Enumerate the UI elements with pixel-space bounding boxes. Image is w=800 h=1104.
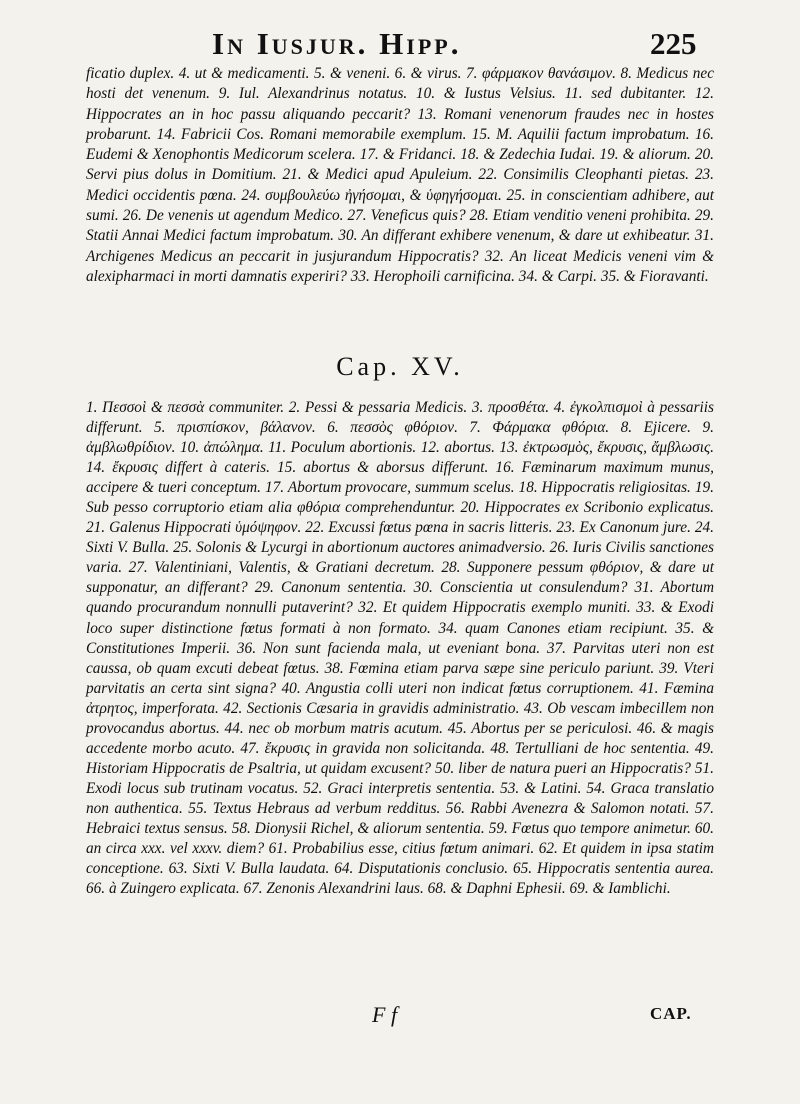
chapter-heading: Cap. XV. <box>336 352 464 381</box>
catchword: CAP. <box>650 1004 692 1023</box>
running-head <box>0 26 800 66</box>
chapter-15-summary-text: 1. Πεσσοὶ & πεσσὰ communiter. 2. Pessi & pessaria Medicis. 3. προσθέτα. 4. ἐγκολπισμοὶ à pessariis differunt. 5. πρισπίσκον, βάλανον. 6. πεσσὸς φθόριον. 7. Φάρμακα φθόρια. 8. Ejicere. 9. ἀμβλωθρίδιον. 10. ἀπώλημα. 11. Poculum abortionis. 12. abortus. 13. ἐκτρωσμὸς, ἔκρυσις, ἄμβλωσις. 14. ἔκρυσις differt à cateris. 15. abortus & aborsus differunt. 16. Fæminarum maximum munus, accipere & tueri conceptum. 17. Abortum provocare, summum scelus. 18. Hippocratis religiositas. 19. Sub pesso corruptorio etiam alia φθόρια comprehenduntur. 20. Hippocrates ex Scribonio explicatus. 21. Galenus Hippocrati ὑμόψηφον. 22. Excussi fœtus pœna in sacris litteris. 23. Ex Canonum jure. 24. Sixti V. Bulla. 25. Solonis & Lycurgi in abortionum auctores animadversio. 26. Iuris Civilis sanctiones varia. 27. Valentiniani, Valentis, & Gratiani decretum. 28. Supponere pessum φθόριον, & dare ut supponatur, an differant? 29. Canonum sententia. 30. Conscientia ut consulendum? 31. Abortum quando procurandum nonnulli putaverint? 32. Et quidem Hippocratis exemplo muniti. 33. & Exodi loco super distinctione fœtus formati à non formato. 34. quam Canones etiam recipiunt. 35. & Constitutiones Imperii. 36. Non sunt facienda mala, ut eveniant bona. 37. Parvitas uteri non est caussa, ob quam excuti debeat fœtus. 38. Fœmina etiam parva sæpe sine periculo pariunt. 39. Vteri parvitatis an certa sint signa? 40. Angustia colli uteri non indicat fœtus corruptionem. 41. Fæmina ἀτρητος, imperforata. 42. Sectionis Cæsaria in gravidis administratio. 43. Ob vescam imbecillem non provocandus abortus. 44. nec ob morbum matris acutum. 45. Abortus per se periculosi. 46. & magis accedente morbo acuto. 47. ἔκρυσις in gravida non solicitanda. 48. Tertulliani de hoc sententia. 49. Historiam Hippocratis de Psaltria, ut quidam excusent? 50. liber de natura pueri an Hippocratis? 51. Exodi locus sub trutinam vocatus. 52. Graci interpretis sententia. 53. & Latini. 54. Graca translatio non authentica. 55. Textus Hebraus ad verbum redditus. 56. Rabbi Avenezra & Salomon notati. 57. Hebraici textus sensus. 58. Dionysii Richel, & aliorum sententia. 59. Fœtus quo tempore animetur. 60. an circa xxx. vel xxxv. diem? 61. Probabilius esse, citius fœtum animari. 62. Et quidem in ipsa statim conceptione. 63. Sixti V. Bulla laudata. 64. Disputationis conclusio. 65. Hippocratis sententia aurea. 66. à Zuingero explicata. 67. Zenonis Alexandrini laus. 68. & Daphni Ephesii. 69. & Iamblichi. <box>86 399 714 898</box>
signature-mark: F f <box>372 1002 398 1027</box>
page-number: 225 <box>650 26 697 61</box>
running-title: In Iusjur. Hipp. <box>212 26 462 61</box>
chapter-14-summary-text: ficatio duplex. 4. ut & medicamenti. 5. & veneni. 6. & virus. 7. φάρμακον θανάσιμον. 8. Medicus nec hosti det venenum. 9. Iul. Alexandrinus notatus. 10. & Iustus Velsius. 11. sed dubitanter. 12. Hippocrates an in hoc passu aliquando peccarit? 13. Romani venenorum fraudes nec in hostes probarunt. 14. Fabricii Cos. Romani memorabile exemplum. 15. M. Aquilii factum improbatum. 16. Eudemi & Xenophontis Medicorum scelera. 17. & Fridanci. 18. & Zedechia Iudai. 19. & aliorum. 20. Servi pius dolus in Domitium. 21. & Medici apud Apuleium. 22. Consimilis Cleophanti pietas. 23. Medici occidentis pœna. 24. συμβουλεύω ἠγήσομαι, & ὑφηγήσομαι. 25. in conscientiam adhibere, aut sumi. 26. De venenis ut agendum Medico. 27. Veneficus quis? 28. Etiam venditio veneni prohibita. 29. Statii Annai Medici factum improbatum. 30. An differant exhibere venenum, & dare ut exhibeatur. 31. Archigenes Medicus an peccarit in jusjurandum Hippocratis? 32. An liceat Medicis veneni vim & alexipharmaci in morti damnatis experiri? 33. Herophoili carnificina. 34. & Carpi. 35. & Fioravanti. <box>86 65 714 285</box>
